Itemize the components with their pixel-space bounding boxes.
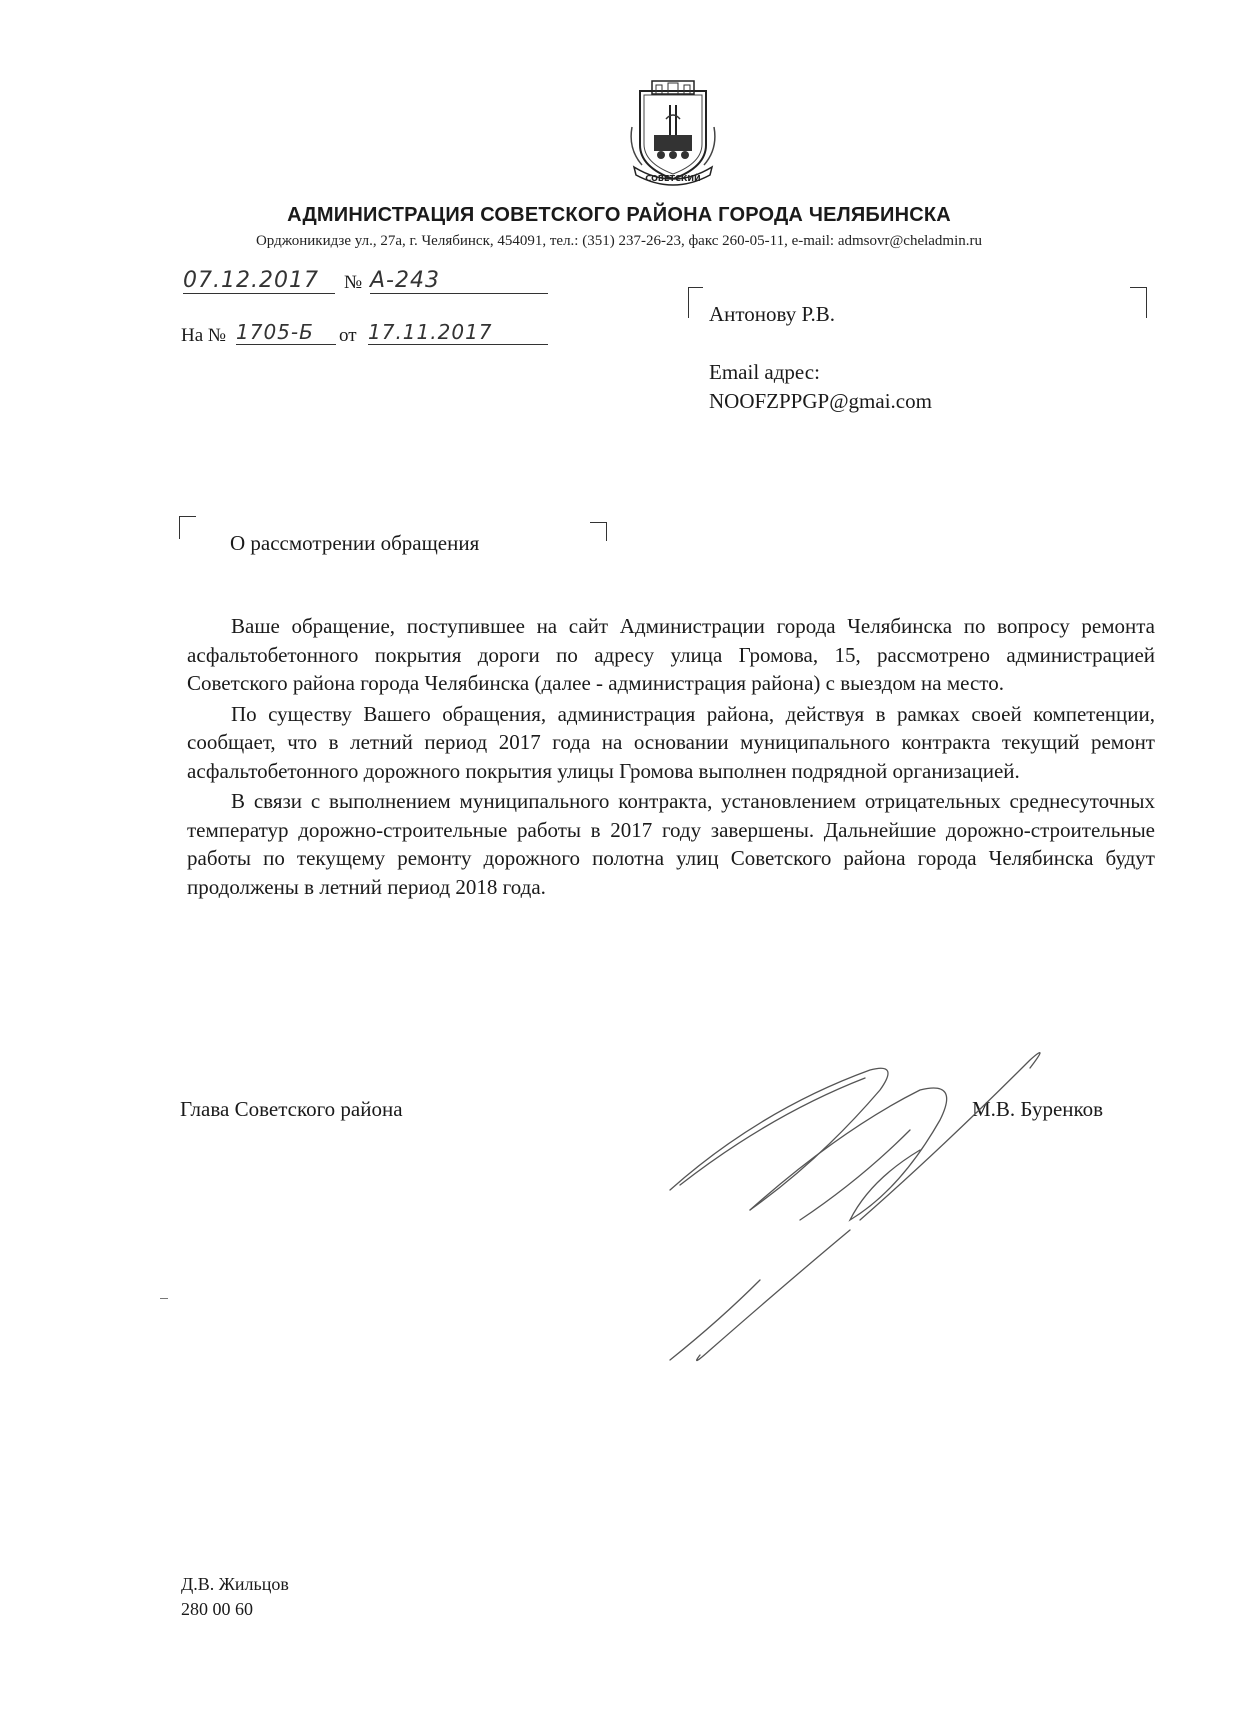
subject-corner-right <box>590 522 607 541</box>
outgoing-date: 07.12.2017 <box>183 268 335 294</box>
addressee-email-label: Email адрес: <box>709 360 820 384</box>
subject-corner-left <box>179 516 196 539</box>
body-paragraph: В связи с выполнением муниципального контракта, установлением отрицательных среднесуточных температур дорожно-строительные работы в 2017 году завершены. Дальнейшие дорожно-строительные работы по текущему ремонту дорожного полотна улиц Советского района города Челябинска будут продолжены в летний период 2018 года. <box>187 789 1155 899</box>
executor-name: Д.В. Жильцов <box>181 1574 289 1594</box>
addressee-email: NOOFZPPGP@gmai.com <box>709 389 932 413</box>
body-paragraph: Ваше обращение, поступившее на сайт Администрации города Челябинска по вопросу ремонта асфальтобетонного покрытия дороги по адресу улица Громова, 15, рассмотрено администрацией Советского района города Челябинска (далее - администрация района) с выездом на место. <box>187 614 1155 695</box>
district-emblem <box>618 75 728 187</box>
reply-number-label: На № <box>181 325 227 346</box>
emblem-label: СОВЕТСКИЙ <box>645 174 701 183</box>
scan-mark <box>160 1298 168 1299</box>
emblem-graphic <box>618 75 728 187</box>
number-label: № <box>344 272 363 293</box>
body-paragraph: По существу Вашего обращения, администрация района, действуя в рамках своей компетенции, сообщает, что в летний период 2017 года на основании муниципального контракта текущий ремонт асфальтобетонного дорожного покрытия улицы Громова выполнен подрядной организацией. <box>187 701 1155 783</box>
letter-subject: О рассмотрении обращения <box>230 531 480 555</box>
addressee-corner-right <box>1130 287 1147 318</box>
letter-body <box>187 612 1155 903</box>
executor-phone: 280 00 60 <box>181 1599 253 1619</box>
signatory-name: М.В. Буренков <box>972 1097 1104 1121</box>
reply-from-label: от <box>339 325 357 346</box>
reply-number: 1705-Б <box>236 320 336 345</box>
addressee-name: Антонову Р.В. <box>709 302 836 326</box>
handwritten-signature <box>560 1020 1120 1380</box>
addressee-corner-left <box>688 287 703 318</box>
signatory-role: Глава Советского района <box>180 1097 403 1121</box>
reply-date: 17.11.2017 <box>368 320 548 345</box>
organization-address: Орджоникидзе ул., 27а, г. Челябинск, 454091, тел.: (351) 237-26-23, факс 260-05-11, e-mail: admsovr@cheladmin.ru <box>255 233 983 249</box>
outgoing-number: А-243 <box>370 268 548 294</box>
organization-title: АДМИНИСТРАЦИЯ СОВЕТСКОГО РАЙОНА ГОРОДА ЧЕЛЯБИНСКА <box>287 204 951 226</box>
